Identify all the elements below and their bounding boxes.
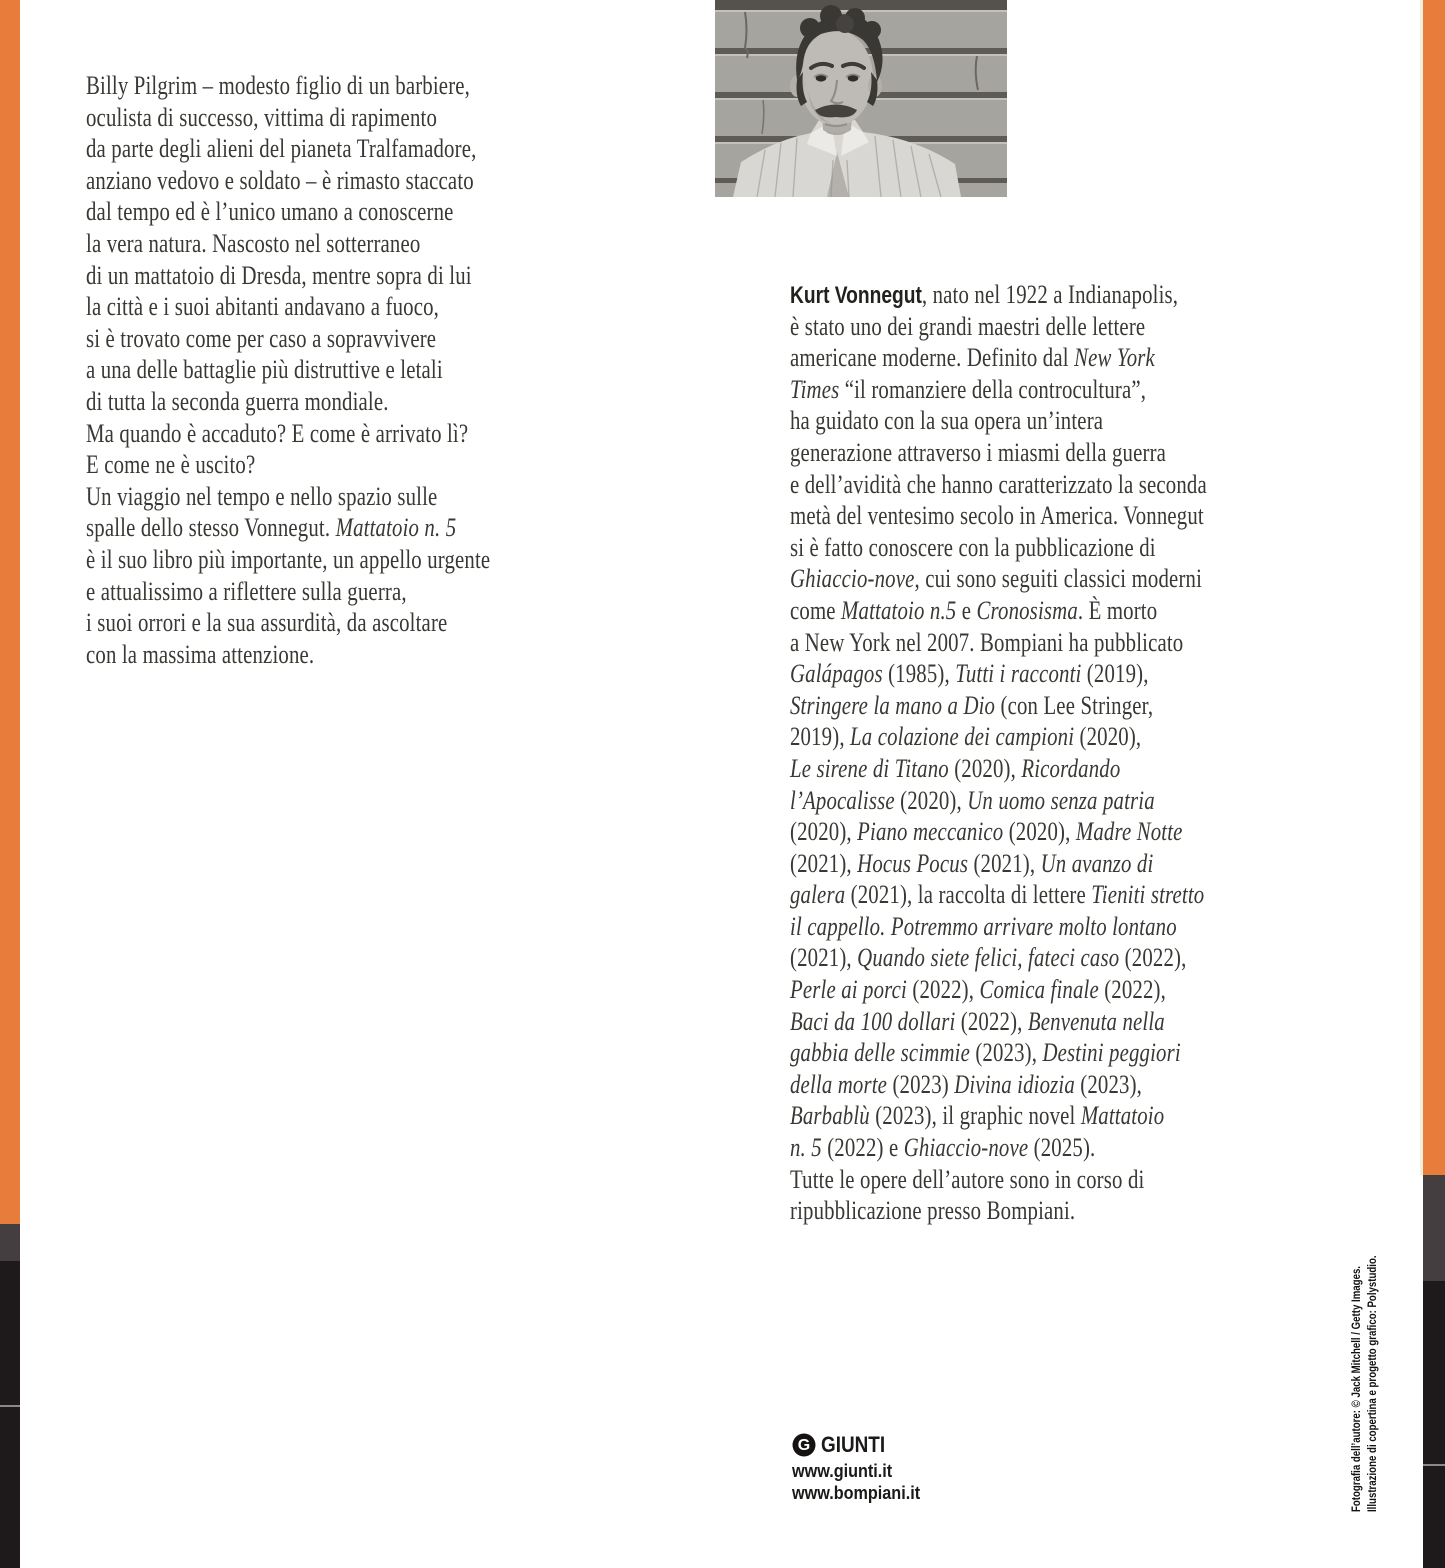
right-edge-black-segment [1423, 1281, 1445, 1464]
left-edge-black-segment [0, 1261, 20, 1405]
giunti-logo-icon [792, 1433, 816, 1457]
left-edge-gray-segment [0, 1224, 20, 1261]
svg-text:G: G [797, 1437, 811, 1455]
publisher-links [792, 1461, 920, 1504]
giunti-logo [792, 1432, 896, 1458]
giunti-url: www.giunti.it [792, 1461, 893, 1481]
synopsis-text: Billy Pilgrim – modesto figlio di un barbiere, oculista di successo, vittima di rapimento da parte degli alieni del pianeta Tralfamadore, anziano vedovo e soldato – è rimasto staccato dal tempo ed è l’unico umano a conoscerne la vera natura. Nascosto nel sotterraneo di un mattatoio di Dresda, mentre sopra di lui la città e i suoi abitanti andavano a fuoco, si è trovato come per caso a sopravvivere a una delle battaglie più distruttive e letali di tutta la seconda guerra mondiale. Ma quando è accaduto? E come è arrivato lì? E come ne è uscito? Un viaggio nel tempo e nello spazio sulle spalle dello stesso Vonnegut. Mattatoio n. 5 è il suo libro più importante, un appello urgente e attualissimo a riflettere sulla guerra, i suoi orrori e la sua assurdità, da ascoltare con la massima attenzione. [86, 71, 491, 669]
left-edge-orange-stripe [0, 0, 20, 1224]
right-edge-gray-segment [1423, 1175, 1445, 1281]
photo-credit-line1: Fotografia dell’autore: © Jack Mitchell / Getty Images. [1351, 1265, 1363, 1512]
author-photo [715, 0, 1007, 197]
photo-credit-vertical [1350, 1255, 1381, 1512]
left-edge-black-segment-lower [0, 1407, 20, 1568]
bompiani-url: www.bompiani.it [792, 1482, 921, 1503]
photo-credit-line2: Illustrazione di copertina e progetto grafico: Polystudio. [1366, 1255, 1379, 1512]
right-edge-black-segment-lower [1423, 1466, 1445, 1568]
author-bio-text: Kurt Vonnegut, nato nel 1922 a Indianapolis, è stato uno dei grandi maestri delle lettere americane moderne. Definito dal New York Times “il romanziere della controcultura”, ha guidato con la sua opera un’intera generazione attraverso i miasmi della guerra e dell’avidità che hanno caratterizzato la seconda metà del ventesimo secolo in America. Vonnegut si è fatto conoscere con la pubblicazione di Ghiaccio-nove, cui sono seguiti classici moderni come Mattatoio n.5 e Cronosisma. È morto a New York nel 2007. Bompiani ha pubblicato Galápagos (1985), Tutti i racconti (2019), Stringere la mano a Dio (con Lee Stringer, 2019), La colazione dei campioni (2020), Le sirene di Titano (2020), Ricordando l’Apocalisse (2020), Un uomo senza patria (2020), Piano meccanico (2020), Madre Notte (2021), Hocus Pocus (2021), Un avanzo di galera (2021), la raccolta di lettere Tieniti stretto il cappello. Potremmo arrivare molto lontano (2021), Quando siete felici, fateci caso (2022), Perle ai porci (2022), Comica finale (2022), Baci da 100 dollari (2022), Benvenuta nella gabbia delle scimmie (2023), Destini peggiori della morte (2023) Divina idiozia (2023), Barbablù (2023), il graphic novel Mattatoio n. 5 (2022) e Ghiaccio-nove (2025). Tutte le opere dell’autore sono in corso di ripubblicazione presso Bompiani. [790, 280, 1207, 1226]
giunti-wordmark: GIUNTI [821, 1432, 886, 1457]
right-edge-orange-stripe [1423, 0, 1445, 1175]
